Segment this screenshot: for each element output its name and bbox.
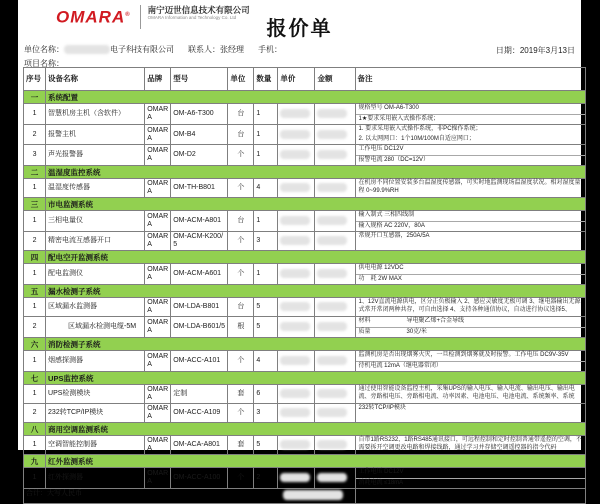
item-unit: 根 [228,317,254,338]
item-name: 温湿度传感器 [46,179,145,198]
remark-line: 232转TCP/IP模块 [358,405,406,411]
item-row [24,351,586,372]
item-qty: 5 [254,317,278,338]
item-amount-redacted [315,436,355,455]
remark-line: 材料 导电聚乙烯+合金导线 [356,317,585,328]
section-number: 九 [24,455,46,468]
item-model: OM-ACM-A601 [171,264,228,285]
item-qty: 1 [254,145,278,166]
item-no: 3 [24,145,46,166]
registered-mark: ® [125,12,131,18]
quotation-document [18,0,582,497]
item-remark [355,351,585,372]
item-amount-redacted [315,211,355,232]
redaction-blob [280,216,310,225]
item-remark [355,436,585,455]
item-remark [355,468,585,489]
item-model: OM-ACC-A101 [171,351,228,372]
item-model: OM-ACM-A801 [171,211,228,232]
item-no: 1 [24,264,46,285]
item-price-redacted [278,145,315,166]
item-row [24,385,586,404]
item-remark [355,317,585,338]
item-row [24,104,586,125]
column-header-2: 品牌 [145,68,171,91]
remark-line: 1. 要求采用嵌入式操作系统，非PC操作系统； [358,126,482,132]
item-row [24,404,586,423]
item-price-redacted [278,468,315,489]
item-name: 三相电量仪 [46,211,145,232]
item-brand: OMARA [145,298,171,317]
redaction-blob [283,490,343,500]
section-number: 六 [24,338,46,351]
item-row [24,436,586,455]
item-brand: OMARA [145,211,171,232]
item-no: 1 [24,436,46,455]
item-name: 智慧机房主机（含软件） [46,104,145,125]
item-qty: 4 [254,351,278,372]
redaction-blob [280,408,310,417]
quotation-table [23,67,586,504]
remark-line: 供电电源 12VDC [356,264,585,275]
item-brand: OMARA [145,404,171,423]
item-price-redacted [278,125,315,145]
redaction-blob [280,150,310,159]
redaction-blob [317,322,347,331]
company-name-en: OMARA Information and Technology Co. Ltd [147,15,237,20]
item-price-redacted [278,317,315,338]
item-row [24,468,586,489]
section-row [24,198,586,211]
section-title: 消防检测子系统 [46,338,586,351]
item-row [24,264,586,285]
redacted-unit-prefix [64,45,110,54]
document-header [18,0,581,38]
item-no: 1 [24,211,46,232]
item-price-redacted [278,351,315,372]
remark-line: 常规开口互感器，250A/5A [358,233,430,239]
item-model: OM-A6-T300 [171,104,228,125]
item-remark [355,385,585,404]
redaction-blob [280,302,310,311]
item-row [24,317,586,338]
section-number: 一 [24,91,46,104]
column-header-0: 序号 [24,68,46,91]
item-unit: 套 [228,436,254,455]
item-brand: OMARA [145,179,171,198]
item-name: 空调智能控制器 [46,436,145,455]
item-unit: 台 [228,211,254,232]
section-row [24,251,586,264]
item-row [24,232,586,251]
section-row [24,285,586,298]
remark-line: 功 耗 2W MAX [358,275,402,282]
item-remark [355,211,585,232]
item-no: 1 [24,351,46,372]
item-model: 定制 [171,385,228,404]
item-no: 2 [24,404,46,423]
client-info-line [24,44,282,55]
redaction-blob [280,322,310,331]
company-name-cn: 南宁迈世信息技术有限公司 [147,5,250,15]
section-row [24,338,586,351]
section-title: 商用空调监测系统 [46,423,586,436]
item-model: OM-D2 [171,145,228,166]
section-number: 四 [24,251,46,264]
item-qty: 3 [254,232,278,251]
redaction-blob [317,150,347,159]
item-model: OM-ACC-A100 [171,468,228,489]
remark-line: 输入制式 三相四线制 [356,211,585,222]
remark-line: 1、12V直流电源供电，区分正负极输入 2、感应灵敏度无极可调 3、继电器输出无源式常开常闭两种共存，可自由选择 4、支持各种通信协议，自动进行协议选择5、 [358,299,581,313]
section-row [24,166,586,179]
item-unit: 个 [228,179,254,198]
section-number: 二 [24,166,46,179]
remark-line: 消耗电流 ≤18mA [358,479,404,486]
item-brand: OMARA [145,232,171,251]
section-title: 配电空开监测系统 [46,251,586,264]
unit-value: 电子科技有限公司 [110,45,174,54]
remark-line: 工作电压 DC12V [356,468,585,479]
item-price-redacted [278,436,315,455]
total-remark-cell [355,489,585,504]
item-qty: 6 [254,385,278,404]
item-brand: OMARA [145,264,171,285]
item-remark [355,104,585,125]
item-remark [355,232,585,251]
column-header-8: 备注 [355,68,585,91]
item-model: OM-ACC-A109 [171,404,228,423]
redaction-blob [280,183,310,192]
item-unit: 台 [228,298,254,317]
remark-line: 1★要求采用嵌入式操作系统； [358,115,440,122]
item-name: 烟感探测器 [46,351,145,372]
column-header-4: 单位 [228,68,254,91]
column-header-5: 数量 [254,68,278,91]
item-price-redacted [278,211,315,232]
item-unit: 个 [228,468,254,489]
item-no: 1 [24,468,46,489]
remark-line: 输入规格 AC 220V，80A [358,222,425,229]
redaction-blob [317,109,347,118]
remark-line: 规格型号 OM-A6-T300 [356,104,585,115]
item-unit: 台 [228,104,254,125]
section-title: 市电监测系统 [46,198,586,211]
item-remark [355,404,585,423]
item-no: 2 [24,232,46,251]
section-title: 温湿度监控系统 [46,166,586,179]
item-name: 配电监测仪 [46,264,145,285]
item-amount-redacted [315,264,355,285]
redaction-blob [317,302,347,311]
redaction-blob [317,183,347,192]
table-header-row [24,68,586,91]
item-brand: OMARA [145,436,171,455]
remark-line: 质量 30克/米 [358,328,427,335]
redaction-blob [317,236,347,245]
remark-line: 工作电压 DC12V [356,145,585,156]
section-number: 八 [24,423,46,436]
item-qty: 3 [254,404,278,423]
redaction-blob [317,130,347,139]
remark-line: 2. 以太网网口：1个10M/100M自适应网口； [358,135,475,142]
item-amount-redacted [315,317,355,338]
section-number: 三 [24,198,46,211]
redaction-blob [317,440,347,449]
item-amount-redacted [315,351,355,372]
total-row [24,489,586,504]
remark-line: 报警电流 280（DC=12V） [358,156,430,163]
item-amount-redacted [315,145,355,166]
item-brand: OMARA [145,145,171,166]
item-qty: 1 [254,211,278,232]
redaction-blob [317,216,347,225]
redaction-blob [317,473,347,482]
remark-line: 监测机房是否出现烟雾火灾，一旦检测到烟雾就及时报警。工作电压 DC9V-35V [356,351,585,362]
section-row [24,455,586,468]
item-amount-redacted [315,298,355,317]
section-row [24,91,586,104]
column-header-3: 型号 [171,68,228,91]
remark-line: 待机电流 12mA（继电器常闭） [358,362,442,369]
quotation-date: 日期：2019年3月13日 [495,46,575,55]
item-unit: 个 [228,351,254,372]
item-brand: OMARA [145,385,171,404]
item-name: UPS检测模块 [46,385,145,404]
phone-label: 手机： [258,45,282,54]
section-row [24,423,586,436]
item-price-redacted [278,298,315,317]
item-amount-redacted [315,385,355,404]
redaction-blob [280,236,310,245]
redaction-blob [280,356,310,365]
section-title: UPS监控系统 [46,372,586,385]
section-title: 红外监测系统 [46,455,586,468]
total-label-cell: 合计：大写人民币 [24,489,356,504]
redaction-blob [317,269,347,278]
item-price-redacted [278,404,315,423]
item-name: 区域漏水监测器 [46,298,145,317]
item-qty: 1 [254,104,278,125]
item-price-redacted [278,264,315,285]
item-model: OM-ACM-K200/5 [171,232,228,251]
item-amount-redacted [315,179,355,198]
section-number: 五 [24,285,46,298]
item-model: OM-LDA-B601/5 [171,317,228,338]
item-unit: 个 [228,145,254,166]
item-price-redacted [278,104,315,125]
item-qty: 1 [254,264,278,285]
item-model: OM-LDA-B801 [171,298,228,317]
redaction-blob [280,440,310,449]
unit-label: 单位名称： [24,45,64,54]
item-row [24,298,586,317]
item-remark [355,298,585,317]
item-remark [355,145,585,166]
item-name: 区域漏水检测电缆-5M [46,317,145,338]
redaction-blob [317,408,347,417]
section-row [24,372,586,385]
item-remark [355,179,585,198]
column-header-7: 金额 [315,68,355,91]
item-qty: 5 [254,436,278,455]
item-amount-redacted [315,404,355,423]
item-qty: 2 [254,468,278,489]
redaction-blob [317,356,347,365]
omara-logo-text: OMARA® [56,7,131,27]
item-name: 红外探测器 [46,468,145,489]
item-brand: OMARA [145,351,171,372]
item-price-redacted [278,179,315,198]
item-remark [355,264,585,285]
redaction-blob [280,109,310,118]
remark-line: 通过使用智能设备监控主机，采集UPS的输入电压、输入电流、输出电压、输出电流、旁路相电压、旁路相电流、功率因素、电池电压、电池电流、系统频率、系统 [358,386,575,400]
item-no: 2 [24,125,46,145]
redaction-blob [280,269,310,278]
item-row [24,125,586,145]
item-unit: 套 [228,385,254,404]
item-name: 232转TCP/IP模块 [46,404,145,423]
item-amount-redacted [315,125,355,145]
item-model: OM-ACA-A801 [171,436,228,455]
item-name: 声光报警器 [46,145,145,166]
item-model: OM-TH-B801 [171,179,228,198]
item-unit: 个 [228,232,254,251]
item-unit: 个 [228,404,254,423]
remark-line: 在机房不同位置安装多台温湿度传感器，可实时地监测现场温湿度状况。相对湿度量程 0~99.9%RH [358,180,581,194]
project-name-label: 项目名称： [24,59,64,68]
section-title: 系统配置 [46,91,586,104]
item-row [24,179,586,198]
item-qty: 5 [254,298,278,317]
section-title: 漏水检测子系统 [46,285,586,298]
item-model: OM-B4 [171,125,228,145]
item-row [24,211,586,232]
redaction-blob [280,389,310,398]
item-no: 1 [24,179,46,198]
redaction-blob [317,389,347,398]
item-name: 报警主机 [46,125,145,145]
item-unit: 台 [228,125,254,145]
item-no: 1 [24,298,46,317]
contact-label: 联系人：张经理 [188,45,244,54]
item-remark [355,125,585,145]
item-no: 2 [24,317,46,338]
item-amount-redacted [315,468,355,489]
column-header-6: 单价 [278,68,315,91]
section-number: 七 [24,372,46,385]
item-row [24,145,586,166]
item-price-redacted [278,385,315,404]
item-brand: OMARA [145,317,171,338]
page-title: 报价单 [266,18,333,40]
item-amount-redacted [315,104,355,125]
item-amount-redacted [315,232,355,251]
item-no: 1 [24,385,46,404]
item-no: 1 [24,104,46,125]
item-qty: 4 [254,179,278,198]
item-qty: 1 [254,125,278,145]
item-price-redacted [278,232,315,251]
column-header-1: 设备名称 [46,68,145,91]
item-brand: OMARA [145,468,171,489]
remark-line: 自带1路RS232、1路RS485通讯接口，可远程控制和定时控制普通带遥控的空调，不需要拆开空调更改电路和焊接线路，通过学习并存储空调遥控器的指令代码 [358,437,582,451]
item-brand: OMARA [145,104,171,125]
redaction-blob [280,473,310,482]
redaction-blob [280,130,310,139]
item-name: 精密电流互感器开口 [46,232,145,251]
item-brand: OMARA [145,125,171,145]
item-unit: 个 [228,264,254,285]
